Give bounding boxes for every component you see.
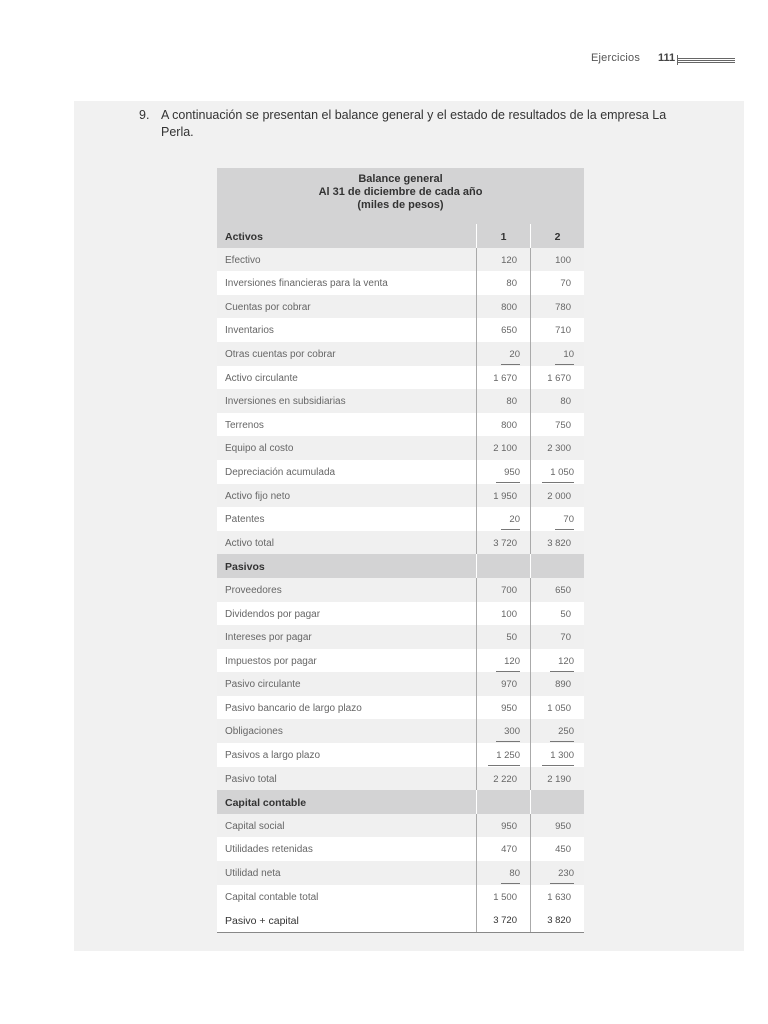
year-1-cell bbox=[476, 366, 530, 390]
row-value: 120 bbox=[550, 656, 574, 672]
year-2-cell bbox=[530, 436, 584, 460]
row-label: Obligaciones bbox=[225, 726, 283, 738]
table-row bbox=[217, 885, 584, 909]
row-value: 470 bbox=[501, 844, 517, 856]
row-value: 1 050 bbox=[547, 702, 571, 714]
row-value: 10 bbox=[555, 349, 574, 365]
table-section-row bbox=[217, 224, 584, 248]
row-value: 890 bbox=[555, 679, 571, 691]
row-value: 250 bbox=[550, 726, 574, 742]
year-2-cell bbox=[530, 271, 584, 295]
year-1-cell bbox=[476, 649, 530, 673]
table-row bbox=[217, 814, 584, 838]
row-value: 2 000 bbox=[547, 490, 571, 502]
row-value: 780 bbox=[555, 301, 571, 313]
row-value: 120 bbox=[501, 254, 517, 266]
row-value: 2 bbox=[554, 231, 561, 243]
row-value: 950 bbox=[496, 467, 520, 483]
table-row bbox=[217, 625, 584, 649]
year-1-cell bbox=[476, 318, 530, 342]
year-2-cell bbox=[530, 318, 584, 342]
row-label: Dividendos por pagar bbox=[225, 608, 321, 620]
row-value: 20 bbox=[501, 514, 520, 530]
table-row bbox=[217, 672, 584, 696]
year-1-cell bbox=[476, 460, 530, 484]
year-2-cell bbox=[530, 837, 584, 861]
year-2-cell bbox=[530, 507, 584, 531]
row-value: 1 300 bbox=[542, 750, 574, 766]
year-1-cell bbox=[476, 484, 530, 508]
row-label: Depreciación acumulada bbox=[225, 466, 336, 478]
table-section-row bbox=[217, 790, 584, 814]
year-1-cell bbox=[476, 507, 530, 531]
year-2-cell bbox=[530, 861, 584, 885]
row-value: 950 bbox=[555, 820, 571, 832]
row-value: 710 bbox=[555, 325, 571, 337]
year-1-cell bbox=[476, 814, 530, 838]
row-label: Pasivo bancario de largo plazo bbox=[225, 702, 362, 714]
row-value: 100 bbox=[555, 254, 571, 266]
balance-sheet-table bbox=[217, 168, 584, 933]
year-2-cell bbox=[530, 625, 584, 649]
row-value: 20 bbox=[501, 349, 520, 365]
table-row bbox=[217, 248, 584, 272]
table-row bbox=[217, 743, 584, 767]
year-2-cell bbox=[530, 460, 584, 484]
row-value: 2 100 bbox=[493, 443, 517, 455]
table-row bbox=[217, 531, 584, 555]
row-label: Pasivos bbox=[225, 561, 265, 574]
year-2-cell bbox=[530, 578, 584, 602]
year-2-cell bbox=[530, 885, 584, 909]
row-label: Equipo al costo bbox=[225, 443, 294, 455]
table-row bbox=[217, 366, 584, 390]
table-row bbox=[217, 484, 584, 508]
year-2-cell bbox=[530, 743, 584, 767]
year-1-cell bbox=[476, 531, 530, 555]
table-subtitle: Al 31 de diciembre de cada año bbox=[318, 186, 483, 198]
year-1-cell bbox=[476, 295, 530, 319]
table-row bbox=[217, 861, 584, 885]
year-2-cell bbox=[530, 389, 584, 413]
row-label: Activo circulante bbox=[225, 372, 298, 384]
row-value: 2 190 bbox=[547, 773, 571, 785]
year-2-cell bbox=[530, 790, 584, 814]
table-row bbox=[217, 342, 584, 366]
row-label: Capital contable bbox=[225, 797, 307, 810]
table-row bbox=[217, 271, 584, 295]
year-2-cell bbox=[530, 224, 584, 248]
row-value: 2 220 bbox=[493, 773, 517, 785]
year-1-cell bbox=[476, 413, 530, 437]
year-1-cell bbox=[476, 271, 530, 295]
row-label: Activo fijo neto bbox=[225, 490, 291, 502]
year-2-cell bbox=[530, 719, 584, 743]
year-2-cell bbox=[530, 366, 584, 390]
year-1-cell bbox=[476, 861, 530, 885]
row-label: Activo total bbox=[225, 537, 274, 549]
row-value: 100 bbox=[501, 608, 517, 620]
table-body bbox=[217, 224, 584, 933]
year-1-cell bbox=[476, 696, 530, 720]
row-value: 70 bbox=[555, 514, 574, 530]
row-label: Efectivo bbox=[225, 254, 261, 266]
year-1-cell bbox=[476, 625, 530, 649]
year-1-cell bbox=[476, 389, 530, 413]
table-row bbox=[217, 318, 584, 342]
table-units: (miles de pesos) bbox=[357, 199, 444, 211]
row-label: Proveedores bbox=[225, 584, 282, 596]
row-value: 2 300 bbox=[547, 443, 571, 455]
year-2-cell bbox=[530, 413, 584, 437]
year-1-cell bbox=[476, 719, 530, 743]
table-row bbox=[217, 413, 584, 437]
year-1-cell bbox=[476, 790, 530, 814]
row-value: 700 bbox=[501, 584, 517, 596]
table-row bbox=[217, 649, 584, 673]
year-1-cell bbox=[476, 672, 530, 696]
row-value: 650 bbox=[555, 584, 571, 596]
year-2-cell bbox=[530, 484, 584, 508]
row-label: Pasivo total bbox=[225, 773, 277, 785]
year-2-cell bbox=[530, 908, 584, 932]
row-value: 1 630 bbox=[547, 891, 571, 903]
row-value: 80 bbox=[501, 868, 520, 884]
header-rule-icon bbox=[677, 58, 735, 64]
row-label: Activos bbox=[225, 231, 263, 243]
row-label: Inventarios bbox=[225, 325, 274, 337]
year-2-cell bbox=[530, 342, 584, 366]
row-value: 80 bbox=[506, 278, 517, 290]
row-label: Inversiones financieras para la venta bbox=[225, 278, 388, 290]
row-value: 50 bbox=[506, 632, 517, 644]
row-value: 120 bbox=[496, 656, 520, 672]
year-1-cell bbox=[476, 885, 530, 909]
row-value: 1 670 bbox=[493, 372, 517, 384]
year-1-cell bbox=[476, 436, 530, 460]
section-title: Ejercicios bbox=[591, 52, 641, 64]
running-header bbox=[591, 52, 751, 68]
row-value: 1 500 bbox=[493, 891, 517, 903]
year-2-cell bbox=[530, 554, 584, 578]
row-label: Pasivos a largo plazo bbox=[225, 750, 321, 762]
row-value: 650 bbox=[501, 325, 517, 337]
year-1-cell bbox=[476, 908, 530, 932]
row-value: 3 720 bbox=[493, 537, 517, 549]
table-row bbox=[217, 460, 584, 484]
year-2-cell bbox=[530, 295, 584, 319]
row-value: 1 bbox=[500, 231, 507, 243]
row-label: Capital social bbox=[225, 820, 285, 832]
row-label: Cuentas por cobrar bbox=[225, 301, 311, 313]
table-section-row bbox=[217, 554, 584, 578]
row-value: 970 bbox=[501, 679, 517, 691]
row-value: 80 bbox=[560, 396, 571, 408]
row-label: Terrenos bbox=[225, 419, 264, 431]
year-2-cell bbox=[530, 696, 584, 720]
row-value: 800 bbox=[501, 419, 517, 431]
year-1-cell bbox=[476, 578, 530, 602]
table-row bbox=[217, 719, 584, 743]
row-value: 950 bbox=[501, 820, 517, 832]
row-value: 3 820 bbox=[547, 915, 571, 927]
year-2-cell bbox=[530, 649, 584, 673]
row-value: 750 bbox=[555, 419, 571, 431]
row-label: Impuestos por pagar bbox=[225, 655, 317, 667]
row-value: 50 bbox=[560, 608, 571, 620]
row-label: Utilidades retenidas bbox=[225, 844, 313, 856]
year-1-cell bbox=[476, 767, 530, 791]
table-row bbox=[217, 507, 584, 531]
table-row bbox=[217, 602, 584, 626]
table-row bbox=[217, 837, 584, 861]
row-label: Inversiones en subsidiarias bbox=[225, 396, 346, 408]
row-value: 70 bbox=[560, 278, 571, 290]
row-value: 3 720 bbox=[493, 915, 517, 927]
year-1-cell bbox=[476, 342, 530, 366]
year-1-cell bbox=[476, 837, 530, 861]
row-label: Pasivo circulante bbox=[225, 679, 301, 691]
table-row bbox=[217, 696, 584, 720]
table-caption bbox=[217, 168, 584, 224]
year-2-cell bbox=[530, 248, 584, 272]
row-value: 1 950 bbox=[493, 490, 517, 502]
row-label: Pasivo + capital bbox=[225, 915, 299, 928]
year-1-cell bbox=[476, 602, 530, 626]
year-2-cell bbox=[530, 814, 584, 838]
page-number: 111 bbox=[658, 52, 676, 64]
year-1-cell bbox=[476, 554, 530, 578]
table-title: Balance general bbox=[358, 173, 443, 185]
row-label: Utilidad neta bbox=[225, 868, 281, 880]
year-2-cell bbox=[530, 672, 584, 696]
question-text: A continuación se presentan el balance general y el estado de resultados de la empresa La Perla. bbox=[161, 108, 667, 139]
table-row bbox=[217, 578, 584, 602]
row-value: 450 bbox=[555, 844, 571, 856]
row-value: 1 250 bbox=[488, 750, 520, 766]
table-row bbox=[217, 295, 584, 319]
question-number: 9. bbox=[139, 108, 150, 122]
table-total-row bbox=[217, 908, 584, 933]
row-label: Intereses por pagar bbox=[225, 632, 312, 644]
row-value: 300 bbox=[496, 726, 520, 742]
row-value: 230 bbox=[550, 868, 574, 884]
year-2-cell bbox=[530, 767, 584, 791]
row-value: 1 670 bbox=[547, 372, 571, 384]
row-label: Patentes bbox=[225, 514, 265, 526]
row-label: Otras cuentas por cobrar bbox=[225, 348, 336, 360]
row-label: Capital contable total bbox=[225, 891, 319, 903]
row-value: 3 820 bbox=[547, 537, 571, 549]
table-row bbox=[217, 767, 584, 791]
year-1-cell bbox=[476, 224, 530, 248]
table-row bbox=[217, 436, 584, 460]
row-value: 70 bbox=[560, 632, 571, 644]
year-1-cell bbox=[476, 248, 530, 272]
row-value: 950 bbox=[501, 702, 517, 714]
year-2-cell bbox=[530, 531, 584, 555]
year-1-cell bbox=[476, 743, 530, 767]
row-value: 800 bbox=[501, 301, 517, 313]
row-value: 80 bbox=[506, 396, 517, 408]
table-row bbox=[217, 389, 584, 413]
year-2-cell bbox=[530, 602, 584, 626]
row-value: 1 050 bbox=[542, 467, 574, 483]
